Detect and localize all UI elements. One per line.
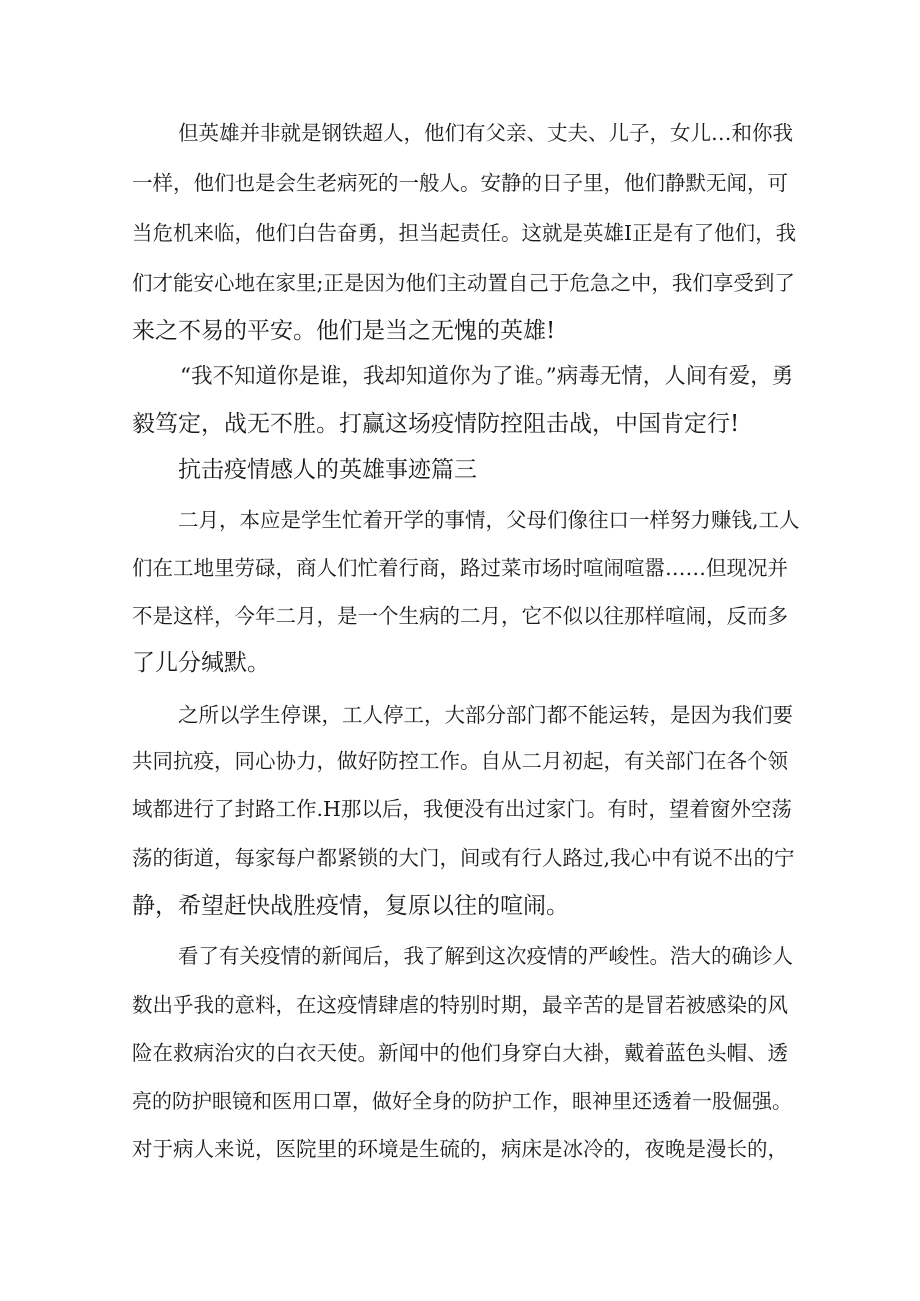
p4-line-1: 之所以学生停课，工人停工，大部分部门都不能运转，是因为我们要 [178,703,793,727]
p5-line-4: 亮的防护眼镜和医用口罩，做好全身的防护工作，眼神里还透着一股倔强。 [132,1089,792,1113]
p1-line-5: 来之不易的平安。他们是当之无愧的英雄! [132,318,556,344]
p3-line-2: 们在工地里劳碌，商人们忙着行商，路过菜市场时喧闹喧嚣……但现况并 [132,556,788,580]
p5-line-3: 险在救病治灾的白衣天使。新闻中的他们身穿白大褂，戴着蓝色头帽、透 [132,1041,788,1065]
p1-line-3: 当危机来临，他们白告奋勇，担当起责任。这就是英雄I正是有了他们，我 [132,221,797,245]
p1-line-1: 但英雄并非就是钢铁超人，他们有父亲、丈夫、儿子，女儿…和你我 [178,121,793,145]
p1-line-4: 们才能安心地在家里;正是因为他们主动置自己于危急之中，我们享受到了 [132,271,795,295]
p5-line-1: 看了有关疫情的新闻后，我了解到这次疫情的严峻性。浩大的确诊人 [178,944,793,968]
p4-line-5: 静，希望赶快战胜疫情，复原以往的喧闹。 [132,893,569,919]
p2-line-1: “我不知道你是谁，我却知道你为了谁。”病毒无情，人间有爱，勇 [180,364,794,389]
p3-line-3: 不是这样，今年二月，是一个生病的二月，它不似以往那样喧闹，反而多 [132,604,788,628]
p3-line-1: 二月，本应是学生忙着开学的事情，父母们像往口一样努力赚钱,工人 [178,508,800,532]
p1-line-2: 一样，他们也是会生老病死的一般人。安静的日子里，他们静默无闻，可 [132,171,788,195]
p5-line-5: 对于病人来说，医院里的环境是生硫的，病床是冰冷的，夜晚是漫长的， [132,1137,788,1161]
p4-line-4: 荡的街道，每家每户都紧锁的大门，间或有行人路过,我心中有说不出的宁 [132,846,795,870]
p3-line-4: 了儿分缄默。 [132,650,270,676]
section-heading: 抗击疫情感人的英雄事迹篇三 [178,457,477,483]
p4-line-3: 域都进行了封路工作.H那以后，我便没有出过家门。有时，望着窗外空荡 [132,797,792,821]
p5-line-2: 数出乎我的意料，在这疫情肆虐的特别时期，最辛苦的是冒若被感染的风 [132,993,788,1017]
p4-line-2: 共同抗疫，同心协力，做好防控工作。自从二月初起，有关部门在各个领 [132,749,788,773]
p2-line-2: 毅笃定，战无不胜。打赢这场疫情防控阻击战，中国肯定行! [132,411,740,437]
